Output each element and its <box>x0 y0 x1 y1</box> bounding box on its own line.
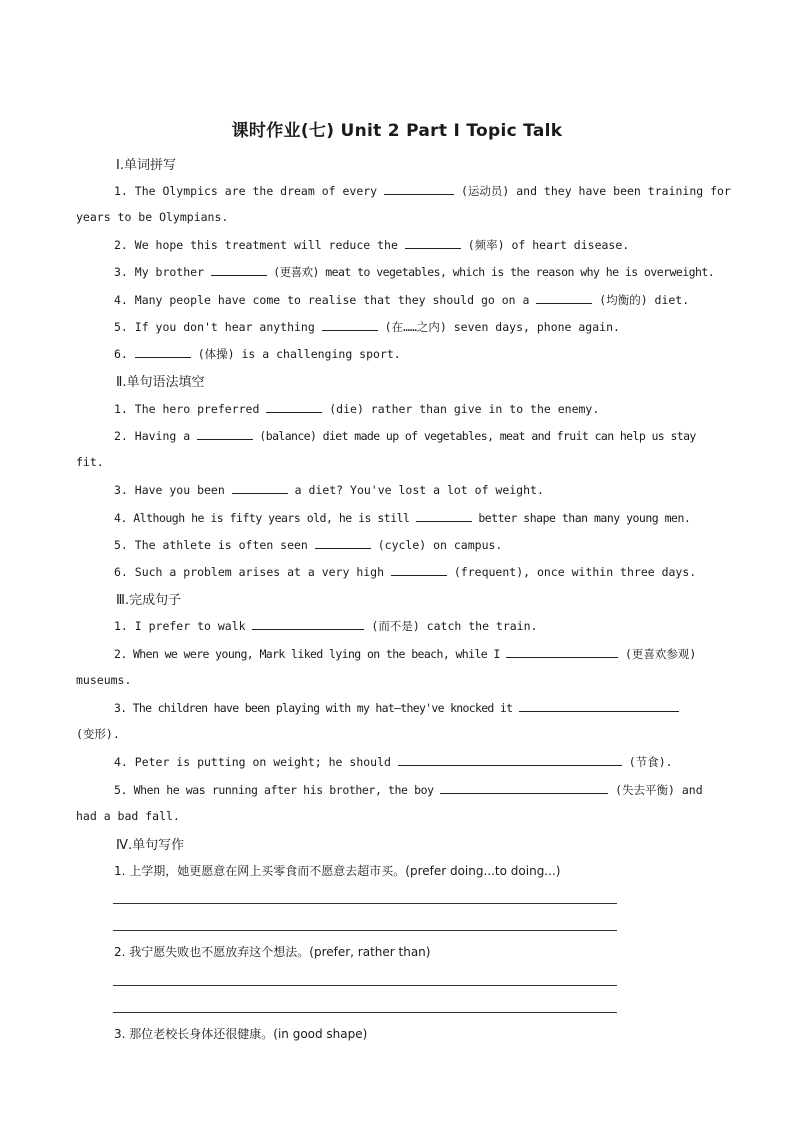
question-text: 3. Have you been <box>114 483 232 497</box>
question-s1-2 <box>114 236 629 253</box>
answer-blank[interactable] <box>405 236 461 249</box>
question-text: 2. When we were young, Mark liked lying on the beach, while I <box>114 647 507 661</box>
question-text: 5. The athlete is often seen <box>114 538 315 552</box>
question-s3-1 <box>114 617 537 634</box>
answer-blank[interactable] <box>197 427 253 440</box>
question-s3-3-cont: (变形). <box>76 727 120 741</box>
question-s3-4 <box>114 753 673 770</box>
question-s3-5-cont: had a bad fall. <box>76 809 180 823</box>
question-text: (die) rather than give in to the enemy. <box>322 402 600 416</box>
section-heading-grammar-fill: Ⅱ.单句语法填空 <box>116 375 205 390</box>
answer-blank[interactable] <box>440 781 608 794</box>
question-text: 6. Such a problem arises at a very high <box>114 565 391 579</box>
question-text: (在……之内) seven days, phone again. <box>377 320 620 334</box>
question-s4-1: 1. 上学期，她更愿意在网上买零食而不愿意去超市买。(prefer doing...to doing...) <box>114 864 561 878</box>
question-s3-3 <box>114 699 679 716</box>
answer-blank[interactable] <box>266 400 322 413</box>
question-s1-6 <box>114 345 401 362</box>
answer-line[interactable] <box>113 930 617 931</box>
section-heading-complete-sentences: Ⅲ.完成句子 <box>116 593 182 608</box>
question-s2-2-cont: fit. <box>76 455 104 469</box>
question-s2-4 <box>114 509 690 526</box>
question-text: 4. Although he is fifty years old, he is still <box>114 511 416 525</box>
question-text: (体操) is a challenging sport. <box>190 347 401 361</box>
answer-blank[interactable] <box>384 182 454 195</box>
question-s2-3 <box>114 481 544 498</box>
answer-line[interactable] <box>113 1012 617 1013</box>
answer-blank[interactable] <box>391 563 447 576</box>
question-text: (频率) of heart disease. <box>460 238 630 252</box>
question-text: (更喜欢) meat to vegetables, which is the reason why he is overweight. <box>266 265 715 279</box>
question-s3-5 <box>114 781 703 798</box>
question-text: (均衡的) diet. <box>592 293 690 307</box>
question-text: (运动员) and they have been training for <box>454 184 731 198</box>
question-s2-5 <box>114 536 502 553</box>
question-s1-1 <box>114 182 731 199</box>
answer-blank[interactable] <box>519 699 679 712</box>
question-text: 2. We hope this treatment will reduce the <box>114 238 405 252</box>
question-s2-6 <box>114 563 696 580</box>
question-text: 5. When he was running after his brother, the boy <box>114 783 441 797</box>
question-text: (balance) diet made up of vegetables, meat and fruit can help us stay <box>253 429 696 443</box>
question-s3-2 <box>114 645 696 662</box>
question-s4-3: 3. 那位老校长身体还很健康。(in good shape) <box>114 1027 368 1041</box>
question-text: 4. Many people have come to realise that they should go on a <box>114 293 537 307</box>
answer-line[interactable] <box>113 903 617 904</box>
question-s2-2 <box>114 427 696 444</box>
question-text: (frequent), once within three days. <box>446 565 697 579</box>
section-heading-spelling: Ⅰ.单词拼写 <box>116 158 176 173</box>
question-text: 5. If you don't hear anything <box>114 320 322 334</box>
question-text: 3. My brother <box>114 265 211 279</box>
answer-blank[interactable] <box>211 263 267 276</box>
question-text: better shape than many young men. <box>471 511 691 525</box>
answer-blank[interactable] <box>398 753 622 766</box>
answer-blank[interactable] <box>416 509 472 522</box>
question-text: 4. Peter is putting on weight; he should <box>114 755 398 769</box>
answer-blank[interactable] <box>315 536 371 549</box>
question-s1-4 <box>114 291 689 308</box>
question-text: (失去平衡) and <box>608 783 703 797</box>
question-text: 3. The children have been playing with my hat—they've knocked it <box>114 701 519 715</box>
question-s2-1 <box>114 400 599 417</box>
question-text: (cycle) on campus. <box>370 538 503 552</box>
answer-blank[interactable] <box>135 345 191 358</box>
answer-blank[interactable] <box>232 481 288 494</box>
question-text: 1. The Olympics are the dream of every <box>114 184 385 198</box>
question-text: 1. The hero preferred <box>114 402 267 416</box>
answer-blank[interactable] <box>506 645 618 658</box>
page-title: 课时作业(七) Unit 2 Part Ⅰ Topic Talk <box>231 121 563 141</box>
question-text: a diet? You've lost a lot of weight. <box>287 483 544 497</box>
question-s1-1-cont: years to be Olympians. <box>76 210 229 224</box>
answer-blank[interactable] <box>252 617 364 630</box>
question-text: (而不是) catch the train. <box>364 619 538 633</box>
question-text: 1. I prefer to walk <box>114 619 253 633</box>
question-s1-5 <box>114 318 620 335</box>
answer-line[interactable] <box>113 985 617 986</box>
question-s3-2-cont: museums. <box>76 673 132 687</box>
question-s1-3 <box>114 263 714 280</box>
question-text: 2. Having a <box>114 429 198 443</box>
section-heading-sentence-writing: Ⅳ.单句写作 <box>116 838 185 853</box>
answer-blank[interactable] <box>536 291 592 304</box>
question-s4-2: 2. 我宁愿失败也不愿放弃这个想法。(prefer, rather than) <box>114 945 431 959</box>
question-text: (更喜欢参观) <box>618 647 697 661</box>
answer-blank[interactable] <box>322 318 378 331</box>
question-text: (节食). <box>621 755 673 769</box>
question-text: 6. <box>114 347 135 361</box>
